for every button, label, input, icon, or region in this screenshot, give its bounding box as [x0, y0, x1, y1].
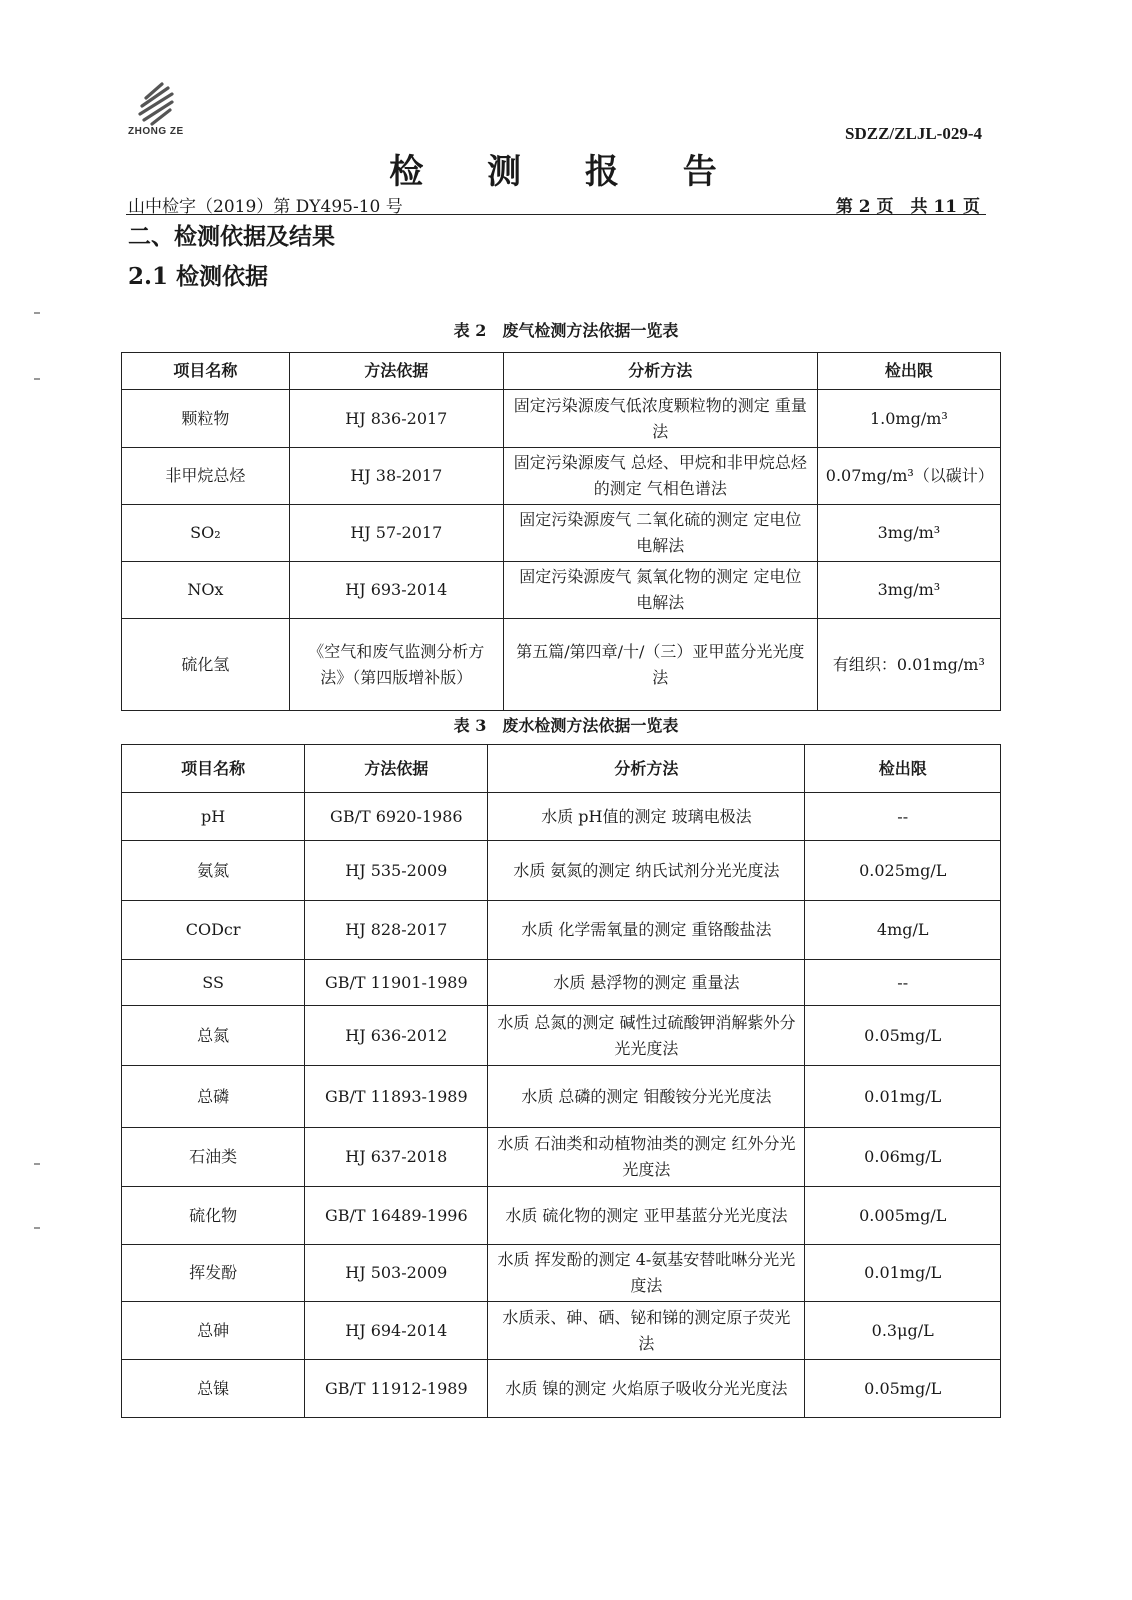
- analysis-method-cell: 水质 总磷的测定 钼酸铵分光光度法: [488, 1066, 805, 1128]
- table-row: [122, 390, 1001, 448]
- method-basis-cell: HJ 38-2017: [289, 448, 503, 505]
- table3-caption: 表 3 废水检测方法依据一览表: [453, 716, 679, 735]
- header-divider: [126, 214, 986, 215]
- column-header: 检出限: [805, 745, 1001, 793]
- item-name-cell: CODcr: [122, 901, 305, 960]
- analysis-method-cell: 水质 悬浮物的测定 重量法: [488, 960, 805, 1006]
- analysis-method-cell: 固定污染源废气 二氧化硫的测定 定电位电解法: [503, 505, 817, 562]
- column-header: 项目名称: [122, 353, 290, 390]
- item-name-cell: 硫化物: [122, 1187, 305, 1245]
- method-basis-cell: GB/T 6920-1986: [305, 793, 488, 841]
- method-basis-cell: HJ 828-2017: [305, 901, 488, 960]
- column-header: 分析方法: [488, 745, 805, 793]
- detection-limit-cell: 4mg/L: [805, 901, 1001, 960]
- detection-limit-cell: 0.05mg/L: [805, 1360, 1001, 1418]
- detection-limit-cell: 0.07mg/m³（以碳计）: [817, 448, 1000, 505]
- method-basis-cell: GB/T 11901-1989: [305, 960, 488, 1006]
- analysis-method-cell: 水质 石油类和动植物油类的测定 红外分光光度法: [488, 1128, 805, 1187]
- analysis-method-cell: 水质 硫化物的测定 亚甲基蓝分光光度法: [488, 1187, 805, 1245]
- analysis-method-cell: 水质 镍的测定 火焰原子吸收分光光度法: [488, 1360, 805, 1418]
- item-name-cell: 石油类: [122, 1128, 305, 1187]
- table2-caption: 表 2 废气检测方法依据一览表: [453, 321, 679, 340]
- item-name-cell: SS: [122, 960, 305, 1006]
- document-code: SDZZ/ZLJL-029-4: [845, 124, 982, 143]
- detection-limit-cell: 有组织：0.01mg/m³: [817, 619, 1000, 711]
- table-row: [122, 1128, 1001, 1187]
- analysis-method-cell: 水质 氨氮的测定 纳氏试剂分光光度法: [488, 841, 805, 901]
- analysis-method-cell: 水质 总氮的测定 碱性过硫酸钾消解紫外分光光度法: [488, 1006, 805, 1066]
- method-basis-cell: GB/T 11912-1989: [305, 1360, 488, 1418]
- detection-limit-cell: 0.05mg/L: [805, 1006, 1001, 1066]
- section-title: 二、检测依据及结果: [128, 223, 335, 250]
- scan-mark: [34, 1163, 40, 1165]
- table-row: [122, 562, 1001, 619]
- method-basis-cell: HJ 535-2009: [305, 841, 488, 901]
- table-row: [122, 1360, 1001, 1418]
- analysis-method-cell: 第五篇/第四章/十/（三）亚甲蓝分光光度法: [503, 619, 817, 711]
- method-basis-cell: 《空气和废气监测分析方法》（第四版增补版）: [289, 619, 503, 711]
- report-title: 检 测 报 告: [389, 152, 743, 192]
- detection-limit-cell: 0.06mg/L: [805, 1128, 1001, 1187]
- table-row: [122, 1245, 1001, 1302]
- item-name-cell: 氨氮: [122, 841, 305, 901]
- item-name-cell: 总砷: [122, 1302, 305, 1360]
- method-basis-cell: GB/T 16489-1996: [305, 1187, 488, 1245]
- analysis-method-cell: 水质 pH值的测定 玻璃电极法: [488, 793, 805, 841]
- item-name-cell: 总镍: [122, 1360, 305, 1418]
- detection-limit-cell: 1.0mg/m³: [817, 390, 1000, 448]
- column-header: 分析方法: [503, 353, 817, 390]
- method-basis-cell: HJ 637-2018: [305, 1128, 488, 1187]
- item-name-cell: 挥发酚: [122, 1245, 305, 1302]
- table-row: [122, 901, 1001, 960]
- table-row: [122, 1066, 1001, 1128]
- table-header-row: [122, 353, 1001, 390]
- scan-mark: [34, 378, 40, 380]
- table-row: [122, 505, 1001, 562]
- wastewater-method-table: [121, 744, 1001, 1418]
- table-row: [122, 793, 1001, 841]
- table-row: [122, 960, 1001, 1006]
- detection-limit-cell: 0.3μg/L: [805, 1302, 1001, 1360]
- table-row: [122, 1302, 1001, 1360]
- method-basis-cell: HJ 693-2014: [289, 562, 503, 619]
- detection-limit-cell: --: [805, 960, 1001, 1006]
- item-name-cell: 总磷: [122, 1066, 305, 1128]
- method-basis-cell: GB/T 11893-1989: [305, 1066, 488, 1128]
- item-name-cell: 硫化氢: [122, 619, 290, 711]
- item-name-cell: pH: [122, 793, 305, 841]
- item-name-cell: 非甲烷总烃: [122, 448, 290, 505]
- table-row: [122, 841, 1001, 901]
- detection-limit-cell: 0.01mg/L: [805, 1066, 1001, 1128]
- item-name-cell: NOx: [122, 562, 290, 619]
- column-header: 方法依据: [305, 745, 488, 793]
- table-row: [122, 1006, 1001, 1066]
- method-basis-cell: HJ 836-2017: [289, 390, 503, 448]
- table-row: [122, 619, 1001, 711]
- exhaust-gas-method-table: [121, 352, 1001, 711]
- analysis-method-cell: 水质汞、砷、硒、铋和锑的测定原子荧光法: [488, 1302, 805, 1360]
- report-number: 山中检字（2019）第 DY495-10 号: [128, 197, 403, 217]
- column-header: 方法依据: [289, 353, 503, 390]
- method-basis-cell: HJ 636-2012: [305, 1006, 488, 1066]
- logo-text: ZHONG ZE: [128, 126, 184, 137]
- method-basis-cell: HJ 503-2009: [305, 1245, 488, 1302]
- detection-limit-cell: 0.025mg/L: [805, 841, 1001, 901]
- detection-limit-cell: 0.005mg/L: [805, 1187, 1001, 1245]
- item-name-cell: 颗粒物: [122, 390, 290, 448]
- analysis-method-cell: 水质 挥发酚的测定 4-氨基安替吡啉分光光度法: [488, 1245, 805, 1302]
- analysis-method-cell: 水质 化学需氧量的测定 重铬酸盐法: [488, 901, 805, 960]
- table-header-row: [122, 745, 1001, 793]
- detection-limit-cell: 0.01mg/L: [805, 1245, 1001, 1302]
- analysis-method-cell: 固定污染源废气低浓度颗粒物的测定 重量法: [503, 390, 817, 448]
- column-header: 检出限: [817, 353, 1000, 390]
- detection-limit-cell: --: [805, 793, 1001, 841]
- analysis-method-cell: 固定污染源废气 总烃、甲烷和非甲烷总烃的测定 气相色谱法: [503, 448, 817, 505]
- item-name-cell: SO₂: [122, 505, 290, 562]
- column-header: 项目名称: [122, 745, 305, 793]
- scan-mark: [34, 1227, 40, 1229]
- scan-mark: [34, 312, 40, 314]
- detection-limit-cell: 3mg/m³: [817, 562, 1000, 619]
- method-basis-cell: HJ 57-2017: [289, 505, 503, 562]
- analysis-method-cell: 固定污染源废气 氮氧化物的测定 定电位电解法: [503, 562, 817, 619]
- item-name-cell: 总氮: [122, 1006, 305, 1066]
- table-row: [122, 1187, 1001, 1245]
- table-row: [122, 448, 1001, 505]
- detection-limit-cell: 3mg/m³: [817, 505, 1000, 562]
- subsection-title: 2.1 检测依据: [128, 263, 269, 290]
- page-number: 第 2 页 共 11 页: [835, 197, 980, 217]
- method-basis-cell: HJ 694-2014: [305, 1302, 488, 1360]
